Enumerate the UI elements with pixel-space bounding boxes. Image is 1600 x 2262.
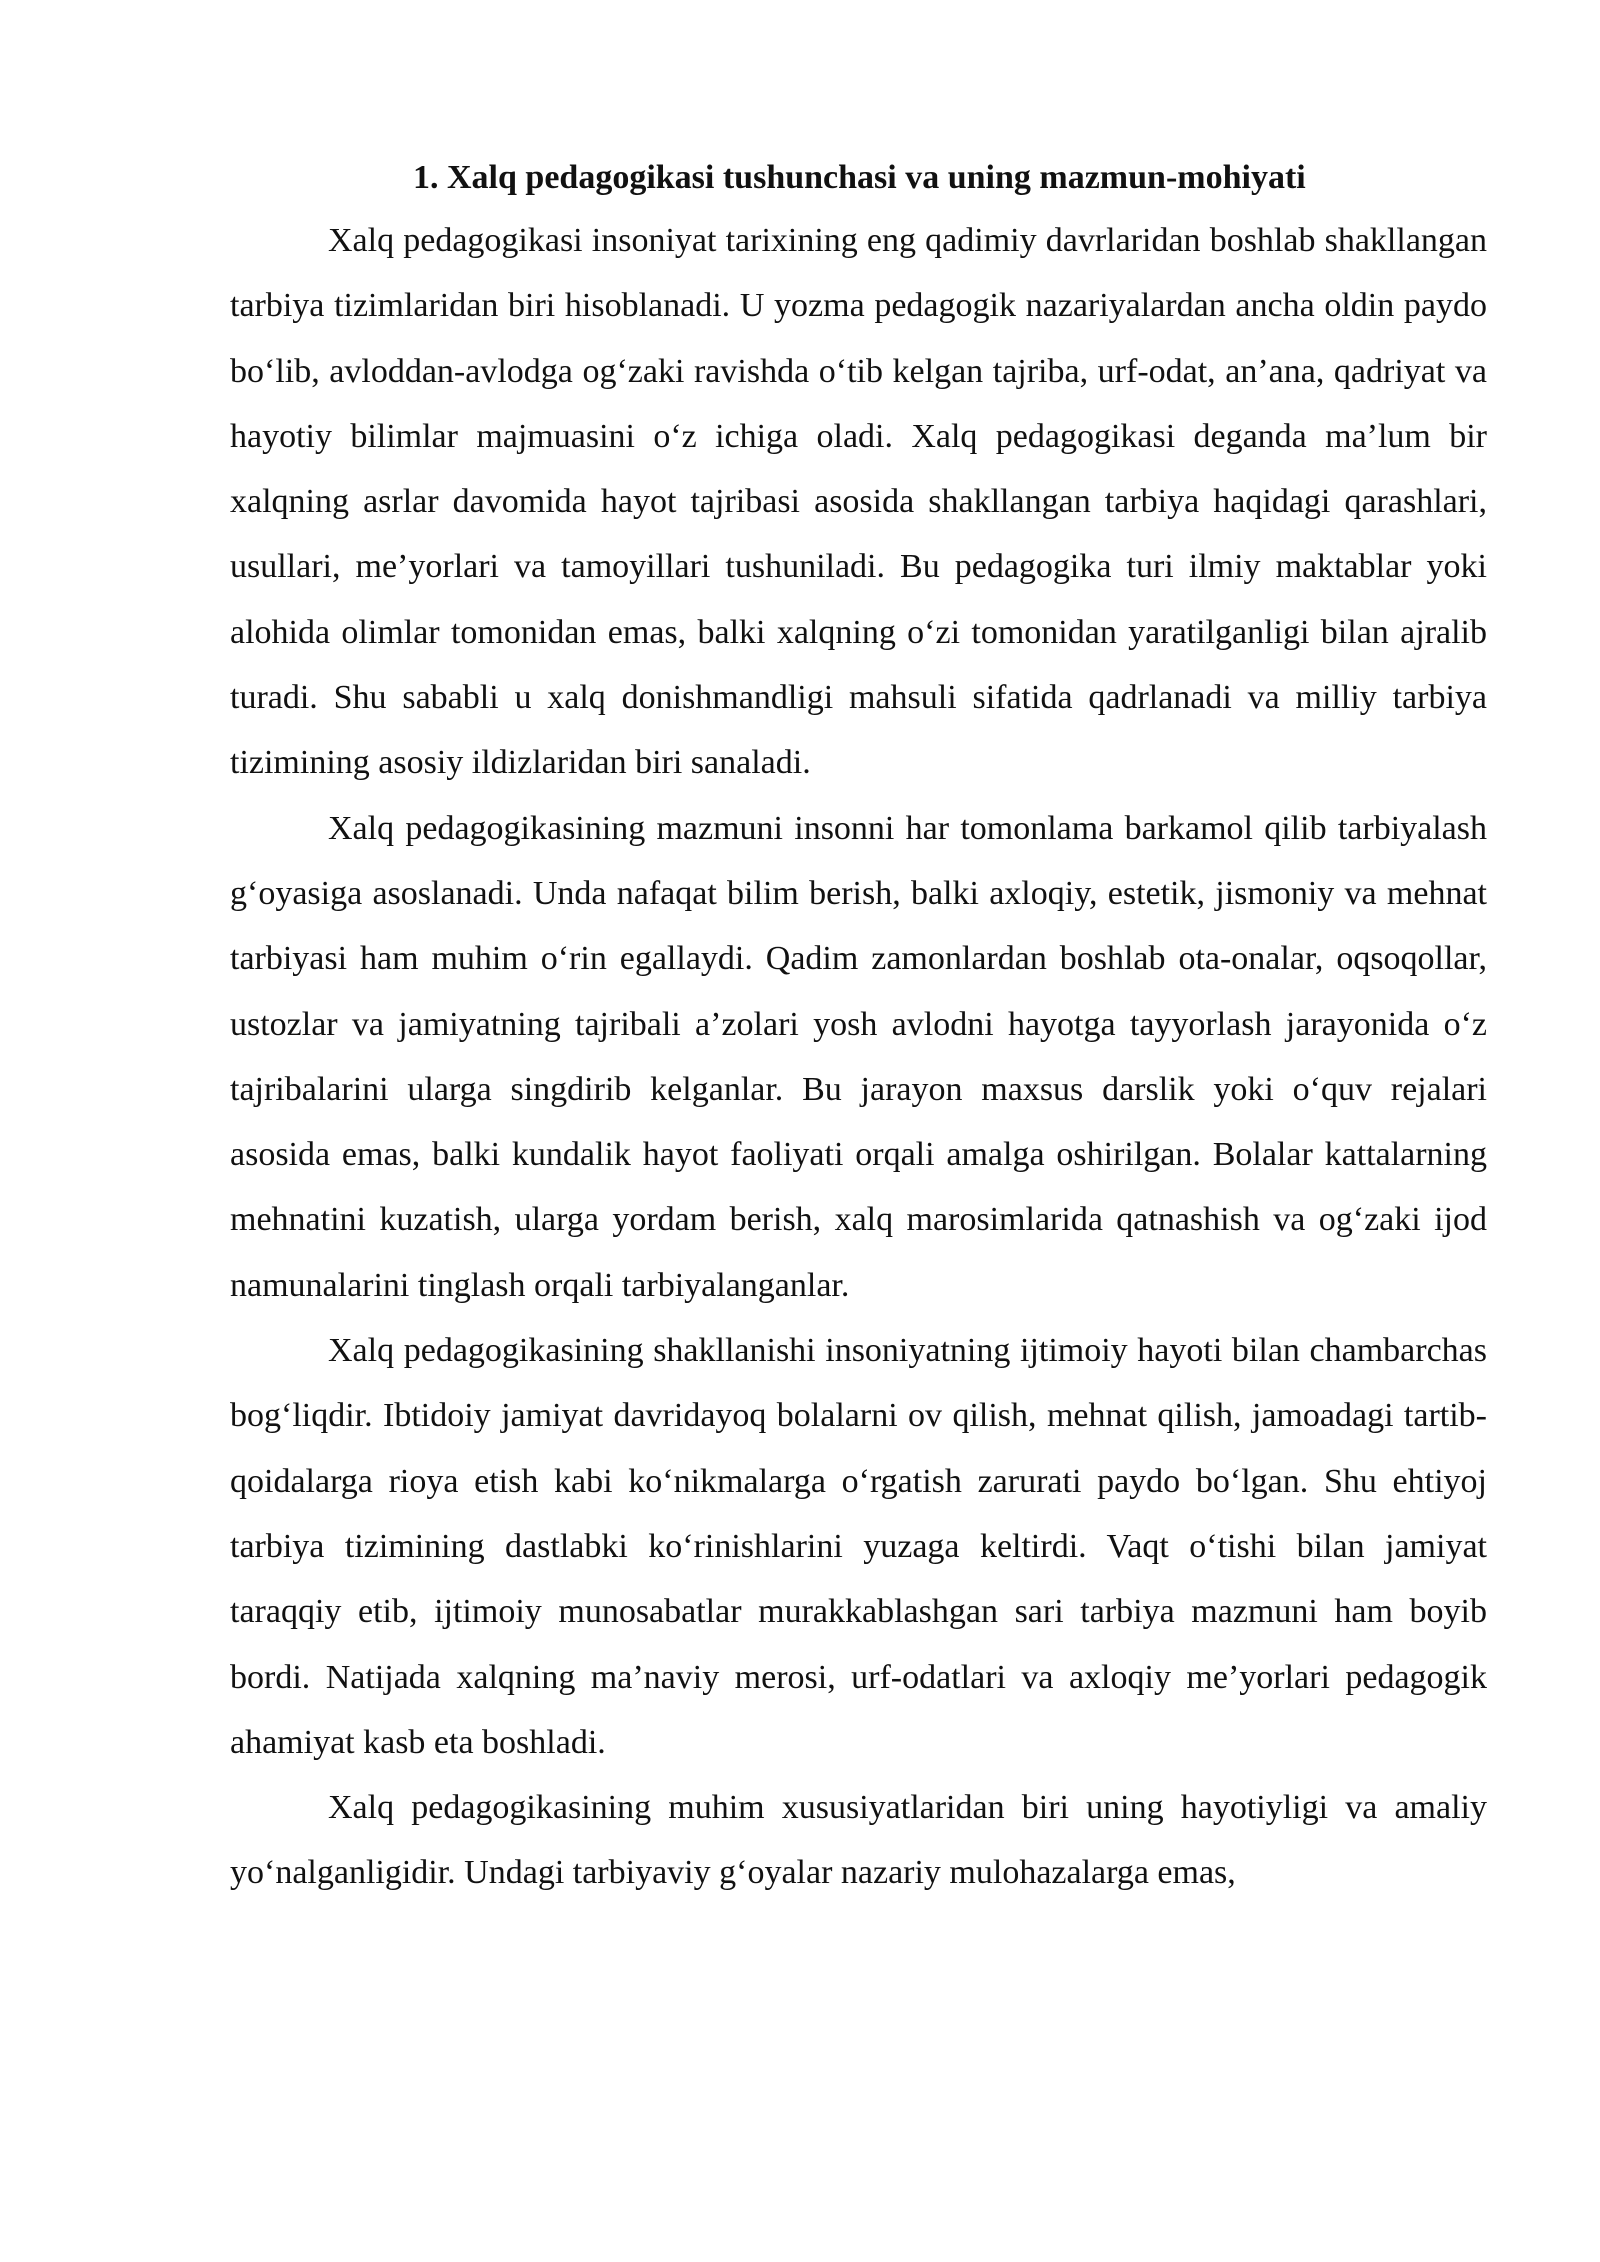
paragraph-4: Xalq pedagogikasining muhim xususiyatlaridan biri uning hayotiyligi va amaliy yo‘nalganligidir. Undagi tarbiyaviy g‘oyalar nazariy mulohazalarga emas, <box>230 1789 1487 1892</box>
document-body <box>230 148 1487 1906</box>
paragraph-3: Xalq pedagogikasining shakllanishi insoniyatning ijtimoiy hayoti bilan chambarchas bog‘liqdir. Ibtidoiy jamiyat davridayoq bolalarni ov qilish, mehnat qilish, jamoadagi tartib-qoidalarga rioya etish kabi ko‘nikmalarga o‘rgatish zarurati paydo bo‘lgan. Shu ehtiyoj tarbiya tizimining dastlabki ko‘rinishlarini yuzaga keltirdi. Vaqt o‘tishi bilan jamiyat taraqqiy etib, ijtimoiy munosabatlar murakkablashgan sari tarbiya mazmuni ham boyib bordi. Natijada xalqning ma’naviy merosi, urf-odatlari va axloqiy me’yorlari pedagogik ahamiyat kasb eta boshladi. <box>230 1332 1487 1761</box>
paragraph-2: Xalq pedagogikasining mazmuni insonni har tomonlama barkamol qilib tarbiyalash g‘oyasiga asoslanadi. Unda nafaqat bilim berish, balki axloqiy, estetik, jismoniy va mehnat tarbiyasi ham muhim o‘rin egallaydi. Qadim zamonlardan boshlab ota-onalar, oqsoqollar, ustozlar va jamiyatning tajribali a’zolari yosh avlodni hayotga tayyorlash jarayonida o‘z tajribalarini ularga singdirib kelganlar. Bu jarayon maxsus darslik yoki o‘quv rejalari asosida emas, balki kundalik hayot faoliyati orqali amalga oshirilgan. Bolalar kattalarning mehnatini kuzatish, ularga yordam berish, xalq marosimlarida qatnashish va og‘zaki ijod namunalarini tinglash orqali tarbiyalanganlar. <box>230 809 1487 1304</box>
section-heading: 1. Xalq pedagogikasi tushunchasi va uning mazmun-mohiyati <box>413 159 1306 196</box>
paragraph-1: Xalq pedagogikasi insoniyat tarixining eng qadimiy davrlaridan boshlab shakllangan tarbiya tizimlaridan biri hisoblanadi. U yozma pedagogik nazariyalardan ancha oldin paydo bo‘lib, avloddan-avlodga og‘zaki ravishda o‘tib kelgan tajriba, urf-odat, an’ana, qadriyat va hayotiy bilimlar majmuasini o‘z ichiga oladi. Xalq pedagogikasi deganda ma’lum bir xalqning asrlar davomida hayot tajribasi asosida shakllangan tarbiya haqidagi qarashlari, usullari, me’yorlari va tamoyillari tushuniladi. Bu pedagogika turi ilmiy maktablar yoki alohida olimlar tomonidan emas, balki xalqning o‘zi tomonidan yaratilganligi bilan ajralib turadi. Shu sababli u xalq donishmandligi mahsuli sifatida qadrlanadi va milliy tarbiya tizimining asosiy ildizlaridan biri sanaladi. <box>230 222 1487 782</box>
